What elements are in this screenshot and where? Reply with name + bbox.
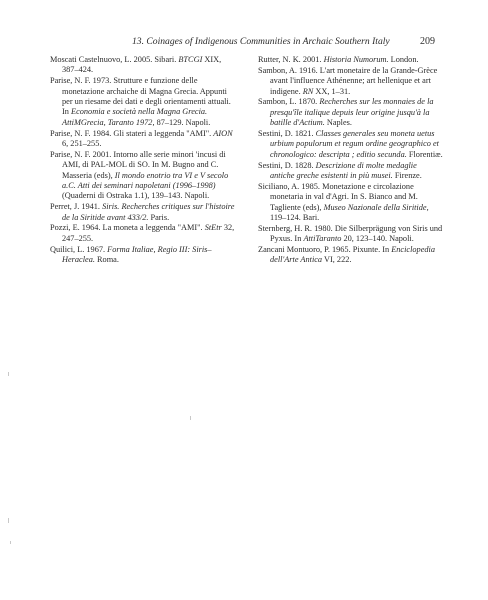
reference-entry — [50, 202, 235, 223]
reference-italic-title: Forma Italiae, Regio III: Siris–Heraclea. — [62, 244, 212, 265]
reference-text: Quilici, L. 1967. — [50, 244, 108, 254]
reference-entry — [258, 224, 443, 245]
reference-text: Firenze. — [392, 171, 422, 181]
reference-text: Roma. — [94, 255, 119, 265]
reference-entry — [258, 129, 443, 160]
reference-italic-title: AttiTaranto — [303, 234, 342, 244]
scan-speck — [190, 416, 191, 420]
reference-italic-title: Descrizione di molte medaglie antiche greche esistenti in più musei. — [270, 160, 417, 181]
reference-entry — [258, 66, 443, 97]
reference-text: 32, 247–255. — [62, 223, 235, 243]
reference-italic-title: Il mondo enotrio tra VI e V secolo a.C. Atti dei seminari napoletani (1996–1998) — [62, 170, 229, 191]
reference-entry — [258, 245, 443, 266]
reference-text: Sambon, L. 1870. — [258, 97, 320, 107]
reference-text: Siciliano, A. 1985. Monetazione e circolazione monetaria in val d'Agri. In S. Bianco and M. Tagliente (eds), — [258, 181, 418, 212]
reference-entry — [258, 55, 443, 65]
reference-italic-title: Classes generales seu moneta uetus urbium populorum et regum ordine geographico et chronologico: descripta ; editio secunda. — [270, 129, 439, 159]
reference-italic-title: Siris. Recherches critiques sur l'histoire de la Siritide avant 433/2. — [62, 202, 235, 222]
reference-text: Sternberg, H. R. 1980. Die Silberprägung von Siris und Pyxus. In — [258, 223, 443, 244]
reference-text: , 119–124. Bari. — [270, 202, 429, 223]
reference-text: 6, 251–255. — [62, 139, 102, 149]
reference-italic-title: Recherches sur les monnaies de la presqu'île italique depuis leur origine jusqu'à la batille d'Actium. — [270, 97, 434, 128]
scan-speck — [10, 541, 11, 544]
reference-italic-title: Economia e società nella Magna Grecia. AttiMGrecia, Taranto 1972 — [62, 107, 208, 127]
references-left-column — [50, 55, 235, 266]
reference-entry — [50, 245, 235, 266]
reference-entry — [50, 150, 235, 202]
reference-italic-title: RN — [302, 86, 314, 96]
reference-text: Paris. — [148, 212, 170, 222]
reference-italic-title: Enciclopedia dell'Arte Antica — [270, 245, 435, 265]
reference-text: Parise, N. F. 1973. Strutture e funzione delle monetazione archaiche di Magna Grecia. Appunti per un riesame dei dati e degli orientamenti attuali. In — [50, 76, 231, 117]
reference-text: Parise, N. F. 1984. Gli stateri a leggenda "AMI". — [50, 128, 214, 138]
reference-text: Sestini, D. 1828. — [258, 160, 316, 170]
reference-entry — [258, 182, 443, 224]
reference-text: Florentiæ. — [406, 149, 443, 159]
reference-italic-title: Museo Nazionale della Siritide — [323, 202, 427, 212]
reference-text: (Quaderni di Ostraka 1.1), 139–143. Napoli. — [62, 191, 210, 201]
scan-speck — [8, 518, 9, 523]
references-right-column — [258, 55, 443, 266]
reference-text: 20, 123–140. Napoli. — [341, 234, 414, 244]
scan-speck — [8, 372, 9, 376]
reference-entry — [50, 129, 235, 150]
reference-italic-title: AION — [213, 128, 233, 138]
reference-text: VI, 222. — [322, 255, 352, 265]
reference-text: XX, 1–31. — [313, 86, 351, 96]
running-header-title: 13. Coinages of Indigenous Communities in Archaic Southern Italy — [132, 36, 390, 47]
reference-text: Moscati Castelnuovo, L. 2005. Sibari. — [50, 55, 179, 64]
reference-entry — [258, 97, 443, 128]
reference-italic-title: BTCGI — [178, 55, 203, 64]
reference-italic-title: StEtr — [204, 223, 222, 233]
reference-text: Rutter, N. K. 2001. — [258, 55, 324, 64]
reference-text: Sambon, A. 1916. L'art monetaire de la Grande-Grèce avant l'influence Athénenne; art hellenique et art indigene. — [258, 65, 438, 96]
reference-text: Naples. — [324, 118, 352, 128]
reference-text: Sestini, D. 1821. — [258, 129, 316, 139]
reference-text: , 87–129. Napoli. — [152, 117, 211, 127]
reference-text: Pozzi, E. 1964. La moneta a leggenda "AMI". — [50, 223, 205, 233]
reference-text: Zancani Montuoro, P. 1965. Pixunte. In — [258, 245, 392, 255]
reference-entry — [50, 76, 235, 128]
reference-italic-title: Historia Numorum. — [323, 55, 389, 64]
reference-text: London. — [388, 55, 419, 64]
page-number: 209 — [420, 36, 435, 47]
reference-text: Perret, J. 1941. — [50, 202, 103, 212]
reference-entry — [258, 161, 443, 182]
reference-text: Parise, N. F. 2001. Intorno alle serie minori 'incusi di AMI, di PAL-MOL di SO. In M. Bugno and C. Masseria (eds), — [50, 149, 226, 180]
reference-entry — [50, 223, 235, 244]
reference-entry — [50, 55, 235, 76]
running-header — [132, 36, 432, 47]
reference-text: XIX, 387–424. — [62, 55, 222, 75]
